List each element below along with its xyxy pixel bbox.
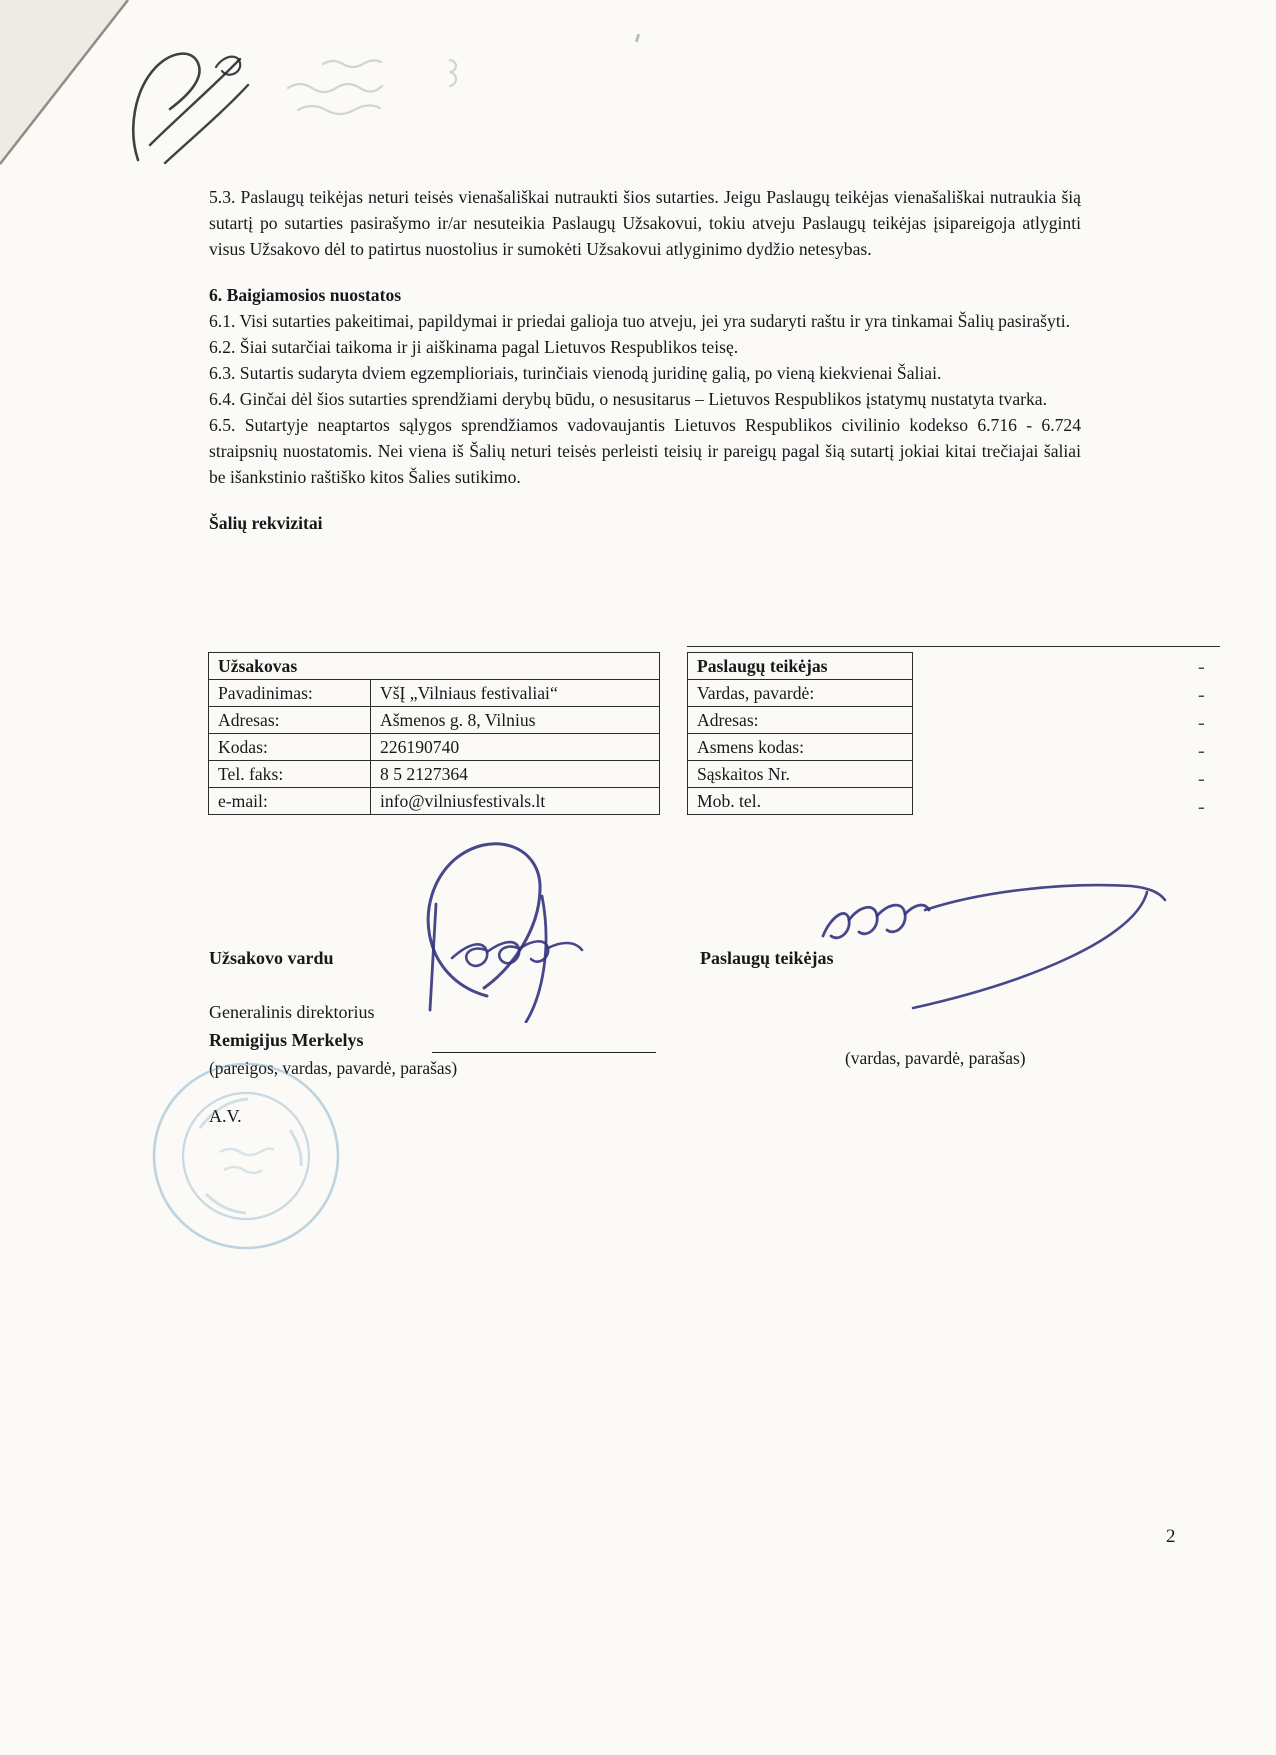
contract-body <box>209 184 1081 536</box>
row-label: Adresas: <box>688 707 913 734</box>
row-value: Ašmenos g. 8, Vilnius <box>371 707 660 734</box>
row-label: Sąskaitos Nr. <box>688 761 913 788</box>
spacer <box>209 490 1081 510</box>
row-label: Vardas, pavardė: <box>688 680 913 707</box>
row-label: Adresas: <box>209 707 371 734</box>
seal-mark-label: A.V. <box>209 1106 242 1126</box>
provider-signature <box>795 858 1177 1016</box>
teikejas-table-wrap <box>687 646 1220 818</box>
right-signature-caption: (vardas, pavardė, parašas) <box>845 1048 1026 1068</box>
row-value: 8 5 2127364 <box>371 761 660 788</box>
clause-6-1: 6.1. Visi sutarties pakeitimai, papildymai ir priedai galioja tuo atveju, jei yra sudaryti raštu ir yra tinkamai Šalių pasirašyti. <box>209 311 1070 331</box>
teikejas-table-header: Paslaugų teikėjas <box>688 653 913 680</box>
left-signatory-position: Generalinis direktorius <box>209 1002 375 1022</box>
handwritten-initials-scribble <box>120 45 260 175</box>
row-value: info@vilniusfestivals.lt <box>371 788 660 815</box>
clause-6-3: 6.3. Sutartis sudaryta dviem egzemplioriais, turinčiais vienodą juridinę galią, po vieną kiekvienai Šaliai. <box>209 363 942 383</box>
rekvizitai-heading: Šalių rekvizitai <box>209 513 323 533</box>
clause-6-4: 6.4. Ginčai dėl šios sutarties sprendžiami derybų būdu, o nesusitarus – Lietuvos Respublikos įstatymų nustatyta tvarka. <box>209 389 1048 409</box>
faint-stamp-marks <box>278 52 478 127</box>
section-6-heading: 6. Baigiamosios nuostatos <box>209 285 402 305</box>
spacer <box>209 262 1081 282</box>
row-label: Mob. tel. <box>688 788 913 815</box>
table-row <box>209 761 660 788</box>
clause-5-3: 5.3. Paslaugų teikėjas neturi teisės vienašališkai nutraukti šios sutarties. Jeigu Paslaugų teikėjas vienašališkai nutraukia šią sutartį po sutarties pasirašymo ir/ar nesuteikia Paslaugų Užsakovui, tokiu atveju Paslaugų teikėjas įsipareigoja atlyginti visus Užsakovo dėl to patirtus nuostolius ir sumokėti Užsakovui atlyginimo dydžio netesybas. <box>209 187 1081 259</box>
right-signature-title: Paslaugų teikėjas <box>700 948 834 968</box>
fill-in-dash: - <box>1198 796 1205 818</box>
scan-speck <box>635 34 640 43</box>
fill-in-dash: - <box>1198 768 1205 790</box>
clause-6-2: 6.2. Šiai sutarčiai taikoma ir ji aiškinama pagal Lietuvos Respublikos teisę. <box>209 337 739 357</box>
row-value: 226190740 <box>371 734 660 761</box>
row-label: Pavadinimas: <box>209 680 371 707</box>
row-value: VšĮ „Vilniaus festivaliai“ <box>371 680 660 707</box>
round-stamp <box>148 1058 344 1254</box>
left-signature-title: Užsakovo vardu <box>209 948 334 968</box>
fill-in-dash: - <box>1198 740 1205 762</box>
row-label: Tel. faks: <box>209 761 371 788</box>
table-header-row <box>209 653 660 680</box>
row-label: Asmens kodas: <box>688 734 913 761</box>
table-header-row <box>688 653 913 680</box>
fill-in-dash: - <box>1198 712 1205 734</box>
fill-in-dash: - <box>1198 684 1205 706</box>
fill-in-dash: - <box>1198 656 1205 678</box>
page-number: 2 <box>1166 1526 1176 1547</box>
director-signature <box>392 838 622 1023</box>
clause-6-5: 6.5. Sutartyje neaptartos sąlygos sprendžiamos vadovaujantis Lietuvos Respublikos civilinio kodekso 6.716 - 6.724 straipsnių nuostatomis. Nei viena iš Šalių neturi teisės perleisti teisių ir pareigų pagal šią sutartį jokiai kitai trečiajai šaliai be išankstinio raštiško kitos Šalies sutikimo. <box>209 415 1081 487</box>
table-row <box>688 680 913 707</box>
left-signature-line <box>432 1052 656 1053</box>
row-label: Kodas: <box>209 734 371 761</box>
uzsakovas-table <box>208 652 660 815</box>
table-row <box>688 734 913 761</box>
table-row <box>688 707 913 734</box>
table-row <box>209 788 660 815</box>
table-row <box>209 707 660 734</box>
left-signature-caption: (pareigos, vardas, pavardė, parašas) <box>209 1058 458 1078</box>
table-row <box>688 788 913 815</box>
uzsakovas-table-header: Užsakovas <box>209 653 660 680</box>
teikejas-table <box>687 652 913 815</box>
table-row <box>209 734 660 761</box>
requisites-section <box>208 646 1218 836</box>
table-row <box>688 761 913 788</box>
table-row <box>209 680 660 707</box>
left-signatory-name: Remigijus Merkelys <box>209 1030 364 1050</box>
row-label: e-mail: <box>209 788 371 815</box>
